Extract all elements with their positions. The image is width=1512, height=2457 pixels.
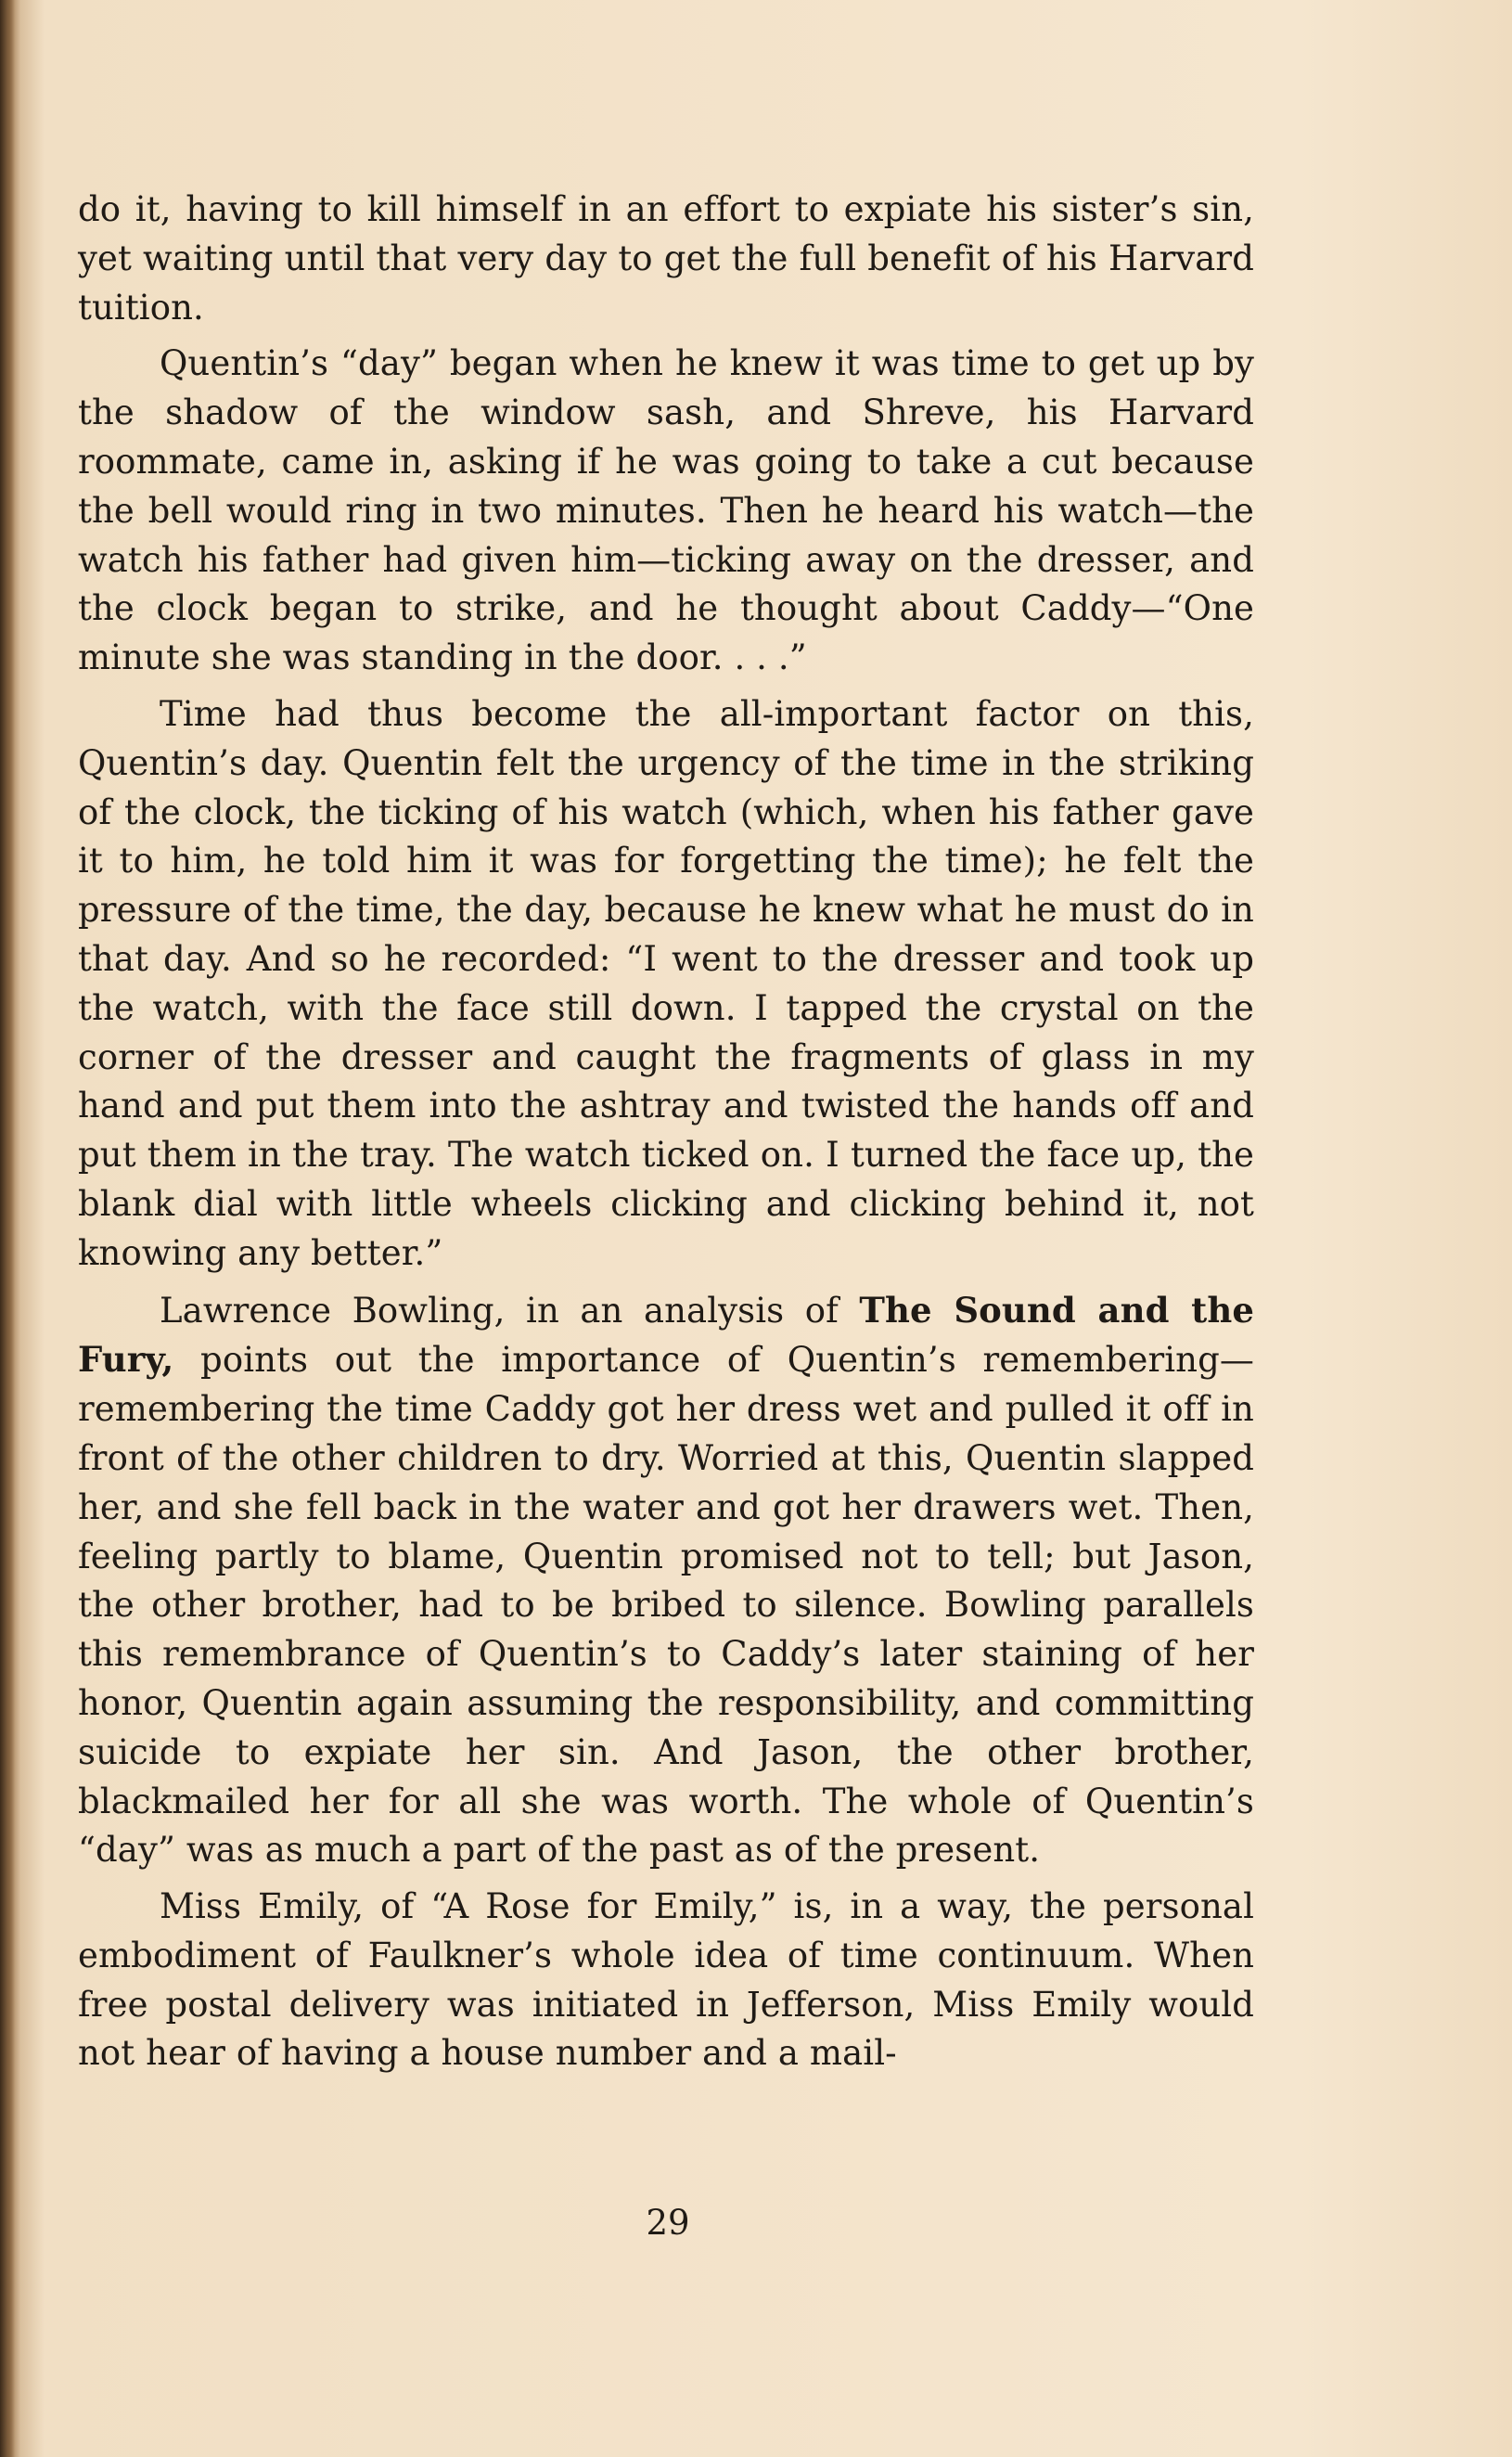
book-title: The Sound and the Fury, (78, 1289, 1255, 1381)
paragraph-4 (78, 1286, 1254, 1876)
paragraph-4-lead: Lawrence Bowling, in an analysis of (160, 1290, 860, 1331)
page-number: 29 (646, 2203, 690, 2243)
body-text (78, 186, 1254, 2078)
paragraph-2: Quentin’s “day” began when he knew it was time to get up by the shadow of the window sash, and Shreve, his Harvard roommate, came in, asking if he was going to take a cut because the bell would ring in two minutes. Then he heard his watch—the watch his father had given him—ticking away on the dresser, and the clock began to strike, and he thought about Caddy—“One minute she was standing in the door. . . .” (78, 343, 1254, 678)
paragraph-5: Miss Emily, of “A Rose for Emily,” is, in a way, the personal embodiment of Faulkner’s whole idea of time continuum. When free postal delivery was initiated in Jefferson, Miss Emily would not hear of having a house number and a mail- (78, 1886, 1254, 2074)
paragraph-4-rest: points out the importance of Quentin’s remembering—remembering the time Caddy got her dress wet and pulled it off in front of the other children to dry. Worried at this, Quentin slapped her, and she fell back in the water and got her drawers wet. Then, feeling partly to blame, Quentin promised not to tell; but Jason, the other brother, had to be bribed to silence. Bowling parallels this remembrance of Quentin’s to Caddy’s later staining of her honor, Quentin again assuming the responsibility, and committing suicide to expiate her sin. And Jason, the other brother, blackmailed her for all she was worth. The whole of Quentin’s “day” was as much a part of the past as of the present. (78, 1340, 1254, 1871)
paragraph-1: do it, having to kill himself in an effort to expiate his sister’s sin, yet waiting until that very day to get the full benefit of his Harvard tuition. (78, 189, 1254, 328)
paragraph-3: Time had thus become the all-important factor on this, Quentin’s day. Quentin felt the urgency of the time in the striking of the clock, the ticking of his watch (which, when his father gave it to him, he told him it was for forgetting the time); he felt the pressure of the time, the day, because he knew what he must do in that day. And so he recorded: “I went to the dresser and took up the watch, with the face still down. I tapped the crystal on the corner of the dresser and caught the fragments of glass in my hand and put them into the ashtray and twisted the hands off and put them in the tray. The watch ticked on. I turned the face up, the blank dial with little wheels clicking and clicking behind it, not knowing any better.” (78, 693, 1254, 1273)
binding-gutter (0, 0, 15, 2457)
